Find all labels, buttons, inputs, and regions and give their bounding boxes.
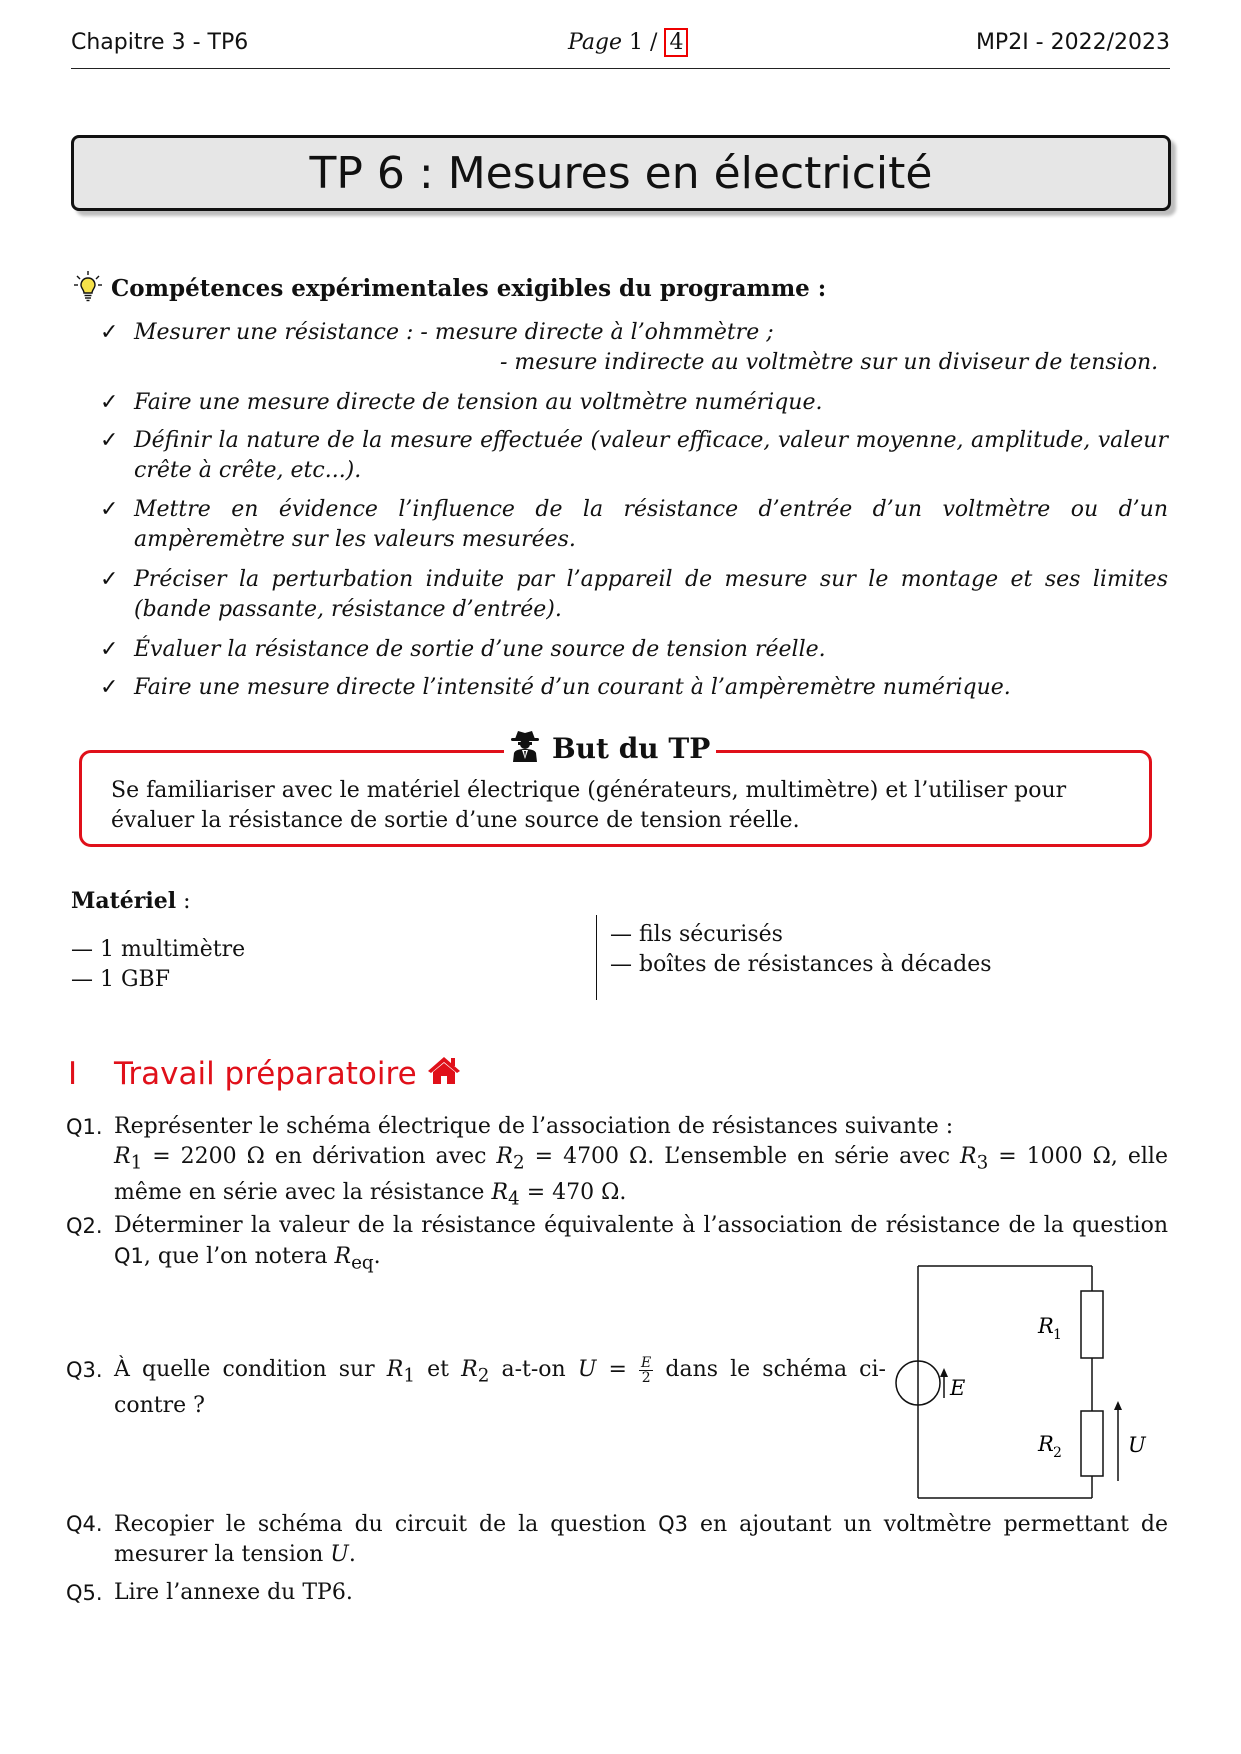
- r2-sub: 2: [1053, 1445, 1062, 1461]
- check-icon: ✓: [100, 675, 119, 700]
- materiel-item: — boîtes de résistances à décades: [610, 952, 992, 977]
- question-q3: [66, 1355, 886, 1421]
- list-item-text: Faire une mesure directe de tension au voltmètre numérique.: [134, 390, 823, 415]
- var-r: R: [960, 1144, 977, 1169]
- question-text: [114, 1112, 1168, 1215]
- text-run: À quelle condition sur: [114, 1357, 387, 1382]
- resistor-r1: [1081, 1291, 1103, 1358]
- materiel-separator: [596, 915, 597, 1000]
- text-run: = 1000 Ω, elle même en série avec la résistance: [114, 1144, 1168, 1206]
- arrow-e-head: [940, 1368, 948, 1377]
- var-sub: 4: [508, 1188, 520, 1210]
- materiel-title-text: Matériel: [71, 888, 177, 914]
- question-label: Q2.: [66, 1214, 103, 1238]
- text-run: =: [596, 1357, 640, 1382]
- list-item-text: Mettre en évidence l’influence de la résistance d’entrée d’un voltmètre ou d’un ampèremètre sur les valeurs mesurées.: [134, 497, 1168, 552]
- check-icon: ✓: [100, 637, 119, 662]
- check-icon: ✓: [100, 428, 119, 453]
- var-sub: 3: [976, 1152, 989, 1174]
- materiel-colon: :: [176, 889, 191, 914]
- header-chapter: Chapitre 3 - TP6: [71, 30, 249, 55]
- text-run: = 470 Ω.: [519, 1180, 627, 1206]
- list-item: [100, 318, 1168, 378]
- fraction: [639, 1356, 653, 1385]
- u-label: U: [1128, 1433, 1146, 1457]
- list-item-text: Préciser la perturbation induite par l’appareil de mesure sur le montage et ses limites (bande passante, résistance d’entrée).: [134, 567, 1168, 622]
- question-text: [114, 1509, 1168, 1570]
- list-item-text: Définir la nature de la mesure effectuée (valeur efficace, valeur moyenne, amplitude, valeur crête à crête, etc...).: [134, 428, 1168, 483]
- section-number: I: [68, 1056, 78, 1092]
- check-icon: ✓: [100, 497, 119, 522]
- list-item-text: Évaluer la résistance de sortie d’une source de tension réelle.: [134, 637, 826, 662]
- text-run: dans le schéma ci-contre ?: [114, 1357, 886, 1419]
- text-run: .: [373, 1244, 381, 1269]
- header-class: MP2I - 2022/2023: [975, 30, 1170, 55]
- header-page: [568, 30, 688, 55]
- text-run: .: [348, 1542, 356, 1567]
- lightbulb-icon: [73, 270, 103, 306]
- question-ref-link[interactable]: Q3: [658, 1512, 689, 1536]
- but-title: [504, 728, 716, 769]
- text-run: en ajoutant un voltmètre permettant de mesurer la tension: [114, 1512, 1168, 1567]
- var-r: R: [114, 1144, 131, 1169]
- section-title: Travail préparatoire: [114, 1056, 417, 1092]
- fraction-num: E: [641, 1354, 652, 1371]
- var-r: R: [496, 1144, 513, 1169]
- header-rule: [71, 68, 1170, 69]
- circuit-diagram: [880, 1258, 1170, 1508]
- but-text: Se familiariser avec le matériel électrique (générateurs, multimètre) et l’utiliser pour évaluer la résistance de sortie d’une source de tension réelle.: [111, 778, 1067, 833]
- question-label: Q4.: [66, 1512, 103, 1536]
- text-run: , que l’on notera: [143, 1244, 335, 1269]
- var-r: R: [386, 1357, 404, 1382]
- resistor-r2: [1081, 1411, 1103, 1476]
- var-r: R: [491, 1180, 509, 1206]
- text-run: Déterminer la valeur de la résistance équivalente à l’association de résistance de la question: [114, 1213, 1168, 1238]
- r2-label: R: [1038, 1432, 1054, 1456]
- materiel-item: — 1 GBF: [71, 967, 170, 992]
- question-ref-link[interactable]: Q1: [114, 1244, 144, 1268]
- spy-icon: [510, 728, 540, 769]
- text-run: Recopier le schéma du circuit de la question: [114, 1512, 659, 1537]
- question-label: Q1.: [66, 1115, 103, 1139]
- check-icon: ✓: [100, 320, 119, 345]
- home-icon: [427, 1055, 461, 1093]
- check-icon: ✓: [100, 390, 119, 415]
- but-title-text: But du TP: [552, 732, 711, 765]
- var-u: U: [330, 1542, 349, 1567]
- materiel-item: — fils sécurisés: [610, 922, 783, 947]
- r1-sub: 1: [1053, 1327, 1062, 1343]
- page-label: Page: [568, 30, 623, 55]
- var-sub: eq: [351, 1252, 374, 1274]
- question-text: [114, 1355, 886, 1421]
- check-icon: ✓: [100, 567, 119, 592]
- competences-title: Compétences expérimentales exigibles du programme :: [111, 274, 827, 302]
- question-q5: [66, 1578, 1168, 1608]
- question-text: Lire l’annexe du TP6.: [114, 1580, 353, 1605]
- fraction-den: 2: [641, 1369, 651, 1386]
- list-item-text: - mesure indirecte au voltmètre sur un diviseur de tension.: [500, 350, 1159, 375]
- e-label: E: [950, 1376, 966, 1400]
- competences-heading: [73, 270, 826, 306]
- list-item: [100, 565, 1168, 625]
- var-sub: 2: [512, 1152, 525, 1174]
- text-run: = 4700 Ω. L’ensemble en série avec: [524, 1144, 961, 1169]
- text-run: = 2200 Ω en dérivation avec: [142, 1144, 497, 1169]
- list-item: [100, 495, 1168, 555]
- list-item-text: Mesurer une résistance : - mesure directe à l’ohmmètre ;: [134, 320, 774, 345]
- question-q4: [66, 1509, 1168, 1570]
- var-r: R: [461, 1357, 478, 1382]
- page-title-text: TP 6 : Mesures en électricité: [309, 147, 933, 199]
- arrow-u-head: [1114, 1401, 1122, 1410]
- page-separator: /: [650, 30, 658, 55]
- r1-label: R: [1038, 1314, 1054, 1338]
- question-label: Q5.: [66, 1581, 103, 1605]
- list-item: [100, 388, 1168, 418]
- var-sub: 1: [130, 1152, 143, 1174]
- var-sub: 1: [403, 1365, 416, 1387]
- page-total-link[interactable]: 4: [664, 28, 688, 57]
- materiel-title: [71, 888, 190, 914]
- section-heading: [68, 1055, 461, 1093]
- var-sub: 2: [477, 1365, 490, 1387]
- var-r: R: [334, 1244, 352, 1269]
- question-label: Q3.: [66, 1358, 103, 1382]
- materiel-item: — 1 multimètre: [71, 937, 246, 962]
- text-run: a-t-on: [489, 1357, 578, 1382]
- question-line: Représenter le schéma électrique de l’association de résistances suivante :: [114, 1114, 954, 1139]
- text-run: et: [415, 1357, 462, 1382]
- var-u: U: [577, 1357, 597, 1382]
- page-current: 1: [629, 30, 644, 55]
- list-item: [100, 673, 1168, 703]
- list-item: [100, 635, 1168, 665]
- question-q1: [66, 1112, 1168, 1215]
- list-item-text: Faire une mesure directe l’intensité d’un courant à l’ampèremètre numérique.: [134, 675, 1011, 700]
- page-title: [71, 135, 1171, 211]
- list-item: [100, 426, 1168, 486]
